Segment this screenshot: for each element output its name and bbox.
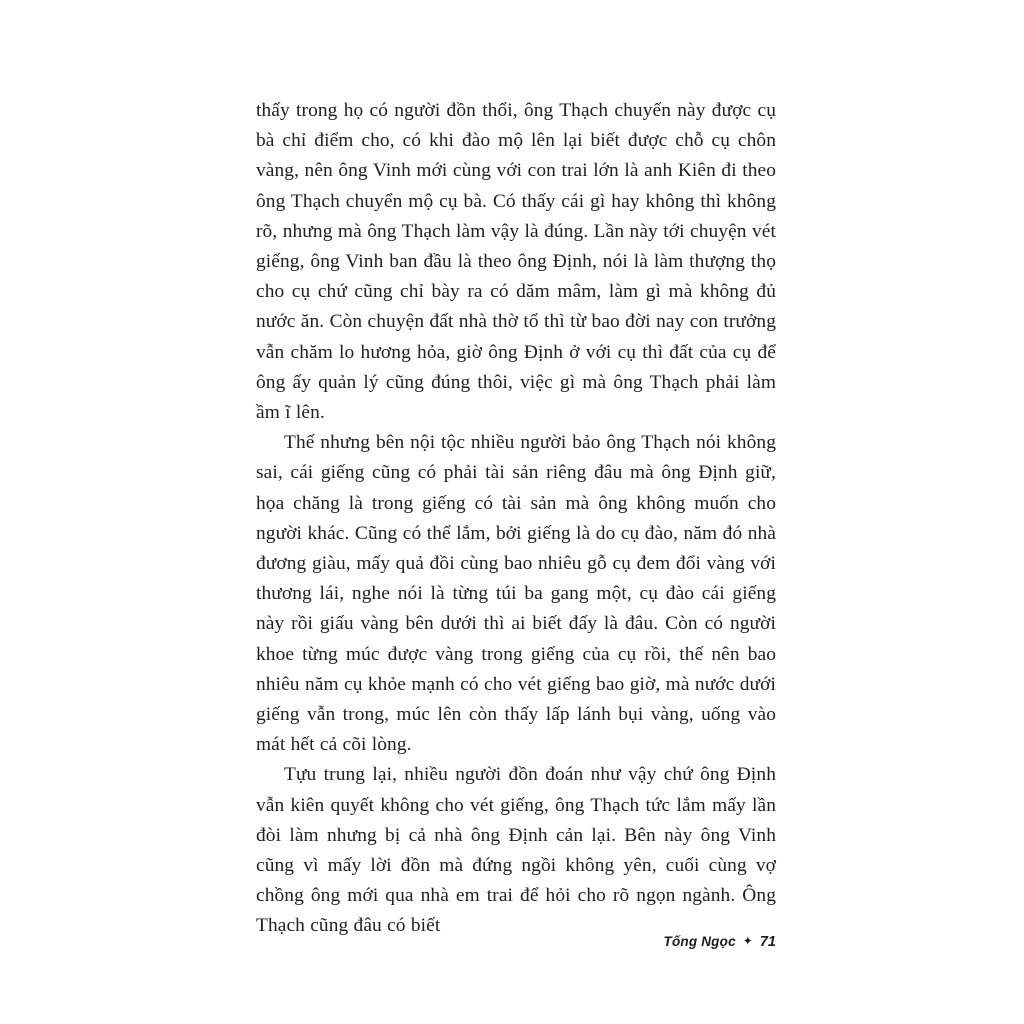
page-footer bbox=[256, 934, 776, 950]
body-text-column bbox=[256, 96, 776, 942]
star-icon: ✦ bbox=[742, 934, 753, 948]
paragraph-1: thấy trong họ có người đồn thổi, ông Thạch chuyến này được cụ bà chỉ điểm cho, có khi đào mộ lên lại biết được chỗ cụ chôn vàng, nên ông Vinh mới cùng với con trai lớn là anh Kiên đi theo ông Thạch chuyển mộ cụ bà. Có thấy cái gì hay không thì không rõ, nhưng mà ông Thạch làm vậy là đúng. Lần này tới chuyện vét giếng, ông Vinh ban đầu là theo ông Định, nói là làm thượng thọ cho cụ chứ cũng chỉ bày ra có dăm mâm, làm gì mà không đủ nước ăn. Còn chuyện đất nhà thờ tổ thì từ bao đời nay con trưởng vẫn chăm lo hương hỏa, giờ ông Định ở với cụ thì đất của cụ để ông ấy quản lý cũng đúng thôi, việc gì mà ông Thạch phải làm ầm ĩ lên. bbox=[256, 100, 776, 424]
page-number: 71 bbox=[759, 934, 776, 950]
paragraph-2: Thế nhưng bên nội tộc nhiều người bảo ông Thạch nói không sai, cái giếng cũng có phải tài sản riêng đâu mà ông Định giữ, họa chăng là trong giếng có tài sản mà ông không muốn cho người khác. Cũng có thể lắm, bởi giếng là do cụ đào, năm đó nhà đương giàu, mấy quả đồi cùng bao nhiêu gỗ cụ đem đổi vàng với thương lái, nghe nói là từng túi ba gang một, cụ đào cái giếng này rồi giấu vàng bên dưới thì ai biết đấy là đâu. Còn có người khoe từng múc được vàng trong giếng của cụ rồi, thế nên bao nhiêu năm cụ khỏe mạnh có cho vét giếng bao giờ, mà nước dưới giếng vẫn trong, múc lên còn thấy lấp lánh bụi vàng, uống vào mát hết cả cõi lòng. bbox=[256, 432, 776, 756]
paragraph-3: Tựu trung lại, nhiều người đồn đoán như vậy chứ ông Định vẫn kiên quyết không cho vét giếng, ông Thạch tức lắm mấy lần đòi làm nhưng bị cả nhà ông Định cản lại. Bên này ông Vinh cũng vì mấy lời đồn mà đứng ngồi không yên, cuối cùng vợ chồng ông mới qua nhà em trai để hỏi cho rõ ngọn ngành. Ông Thạch cũng đâu có biết bbox=[256, 764, 776, 937]
footer-author: Tống Ngọc bbox=[663, 934, 736, 949]
